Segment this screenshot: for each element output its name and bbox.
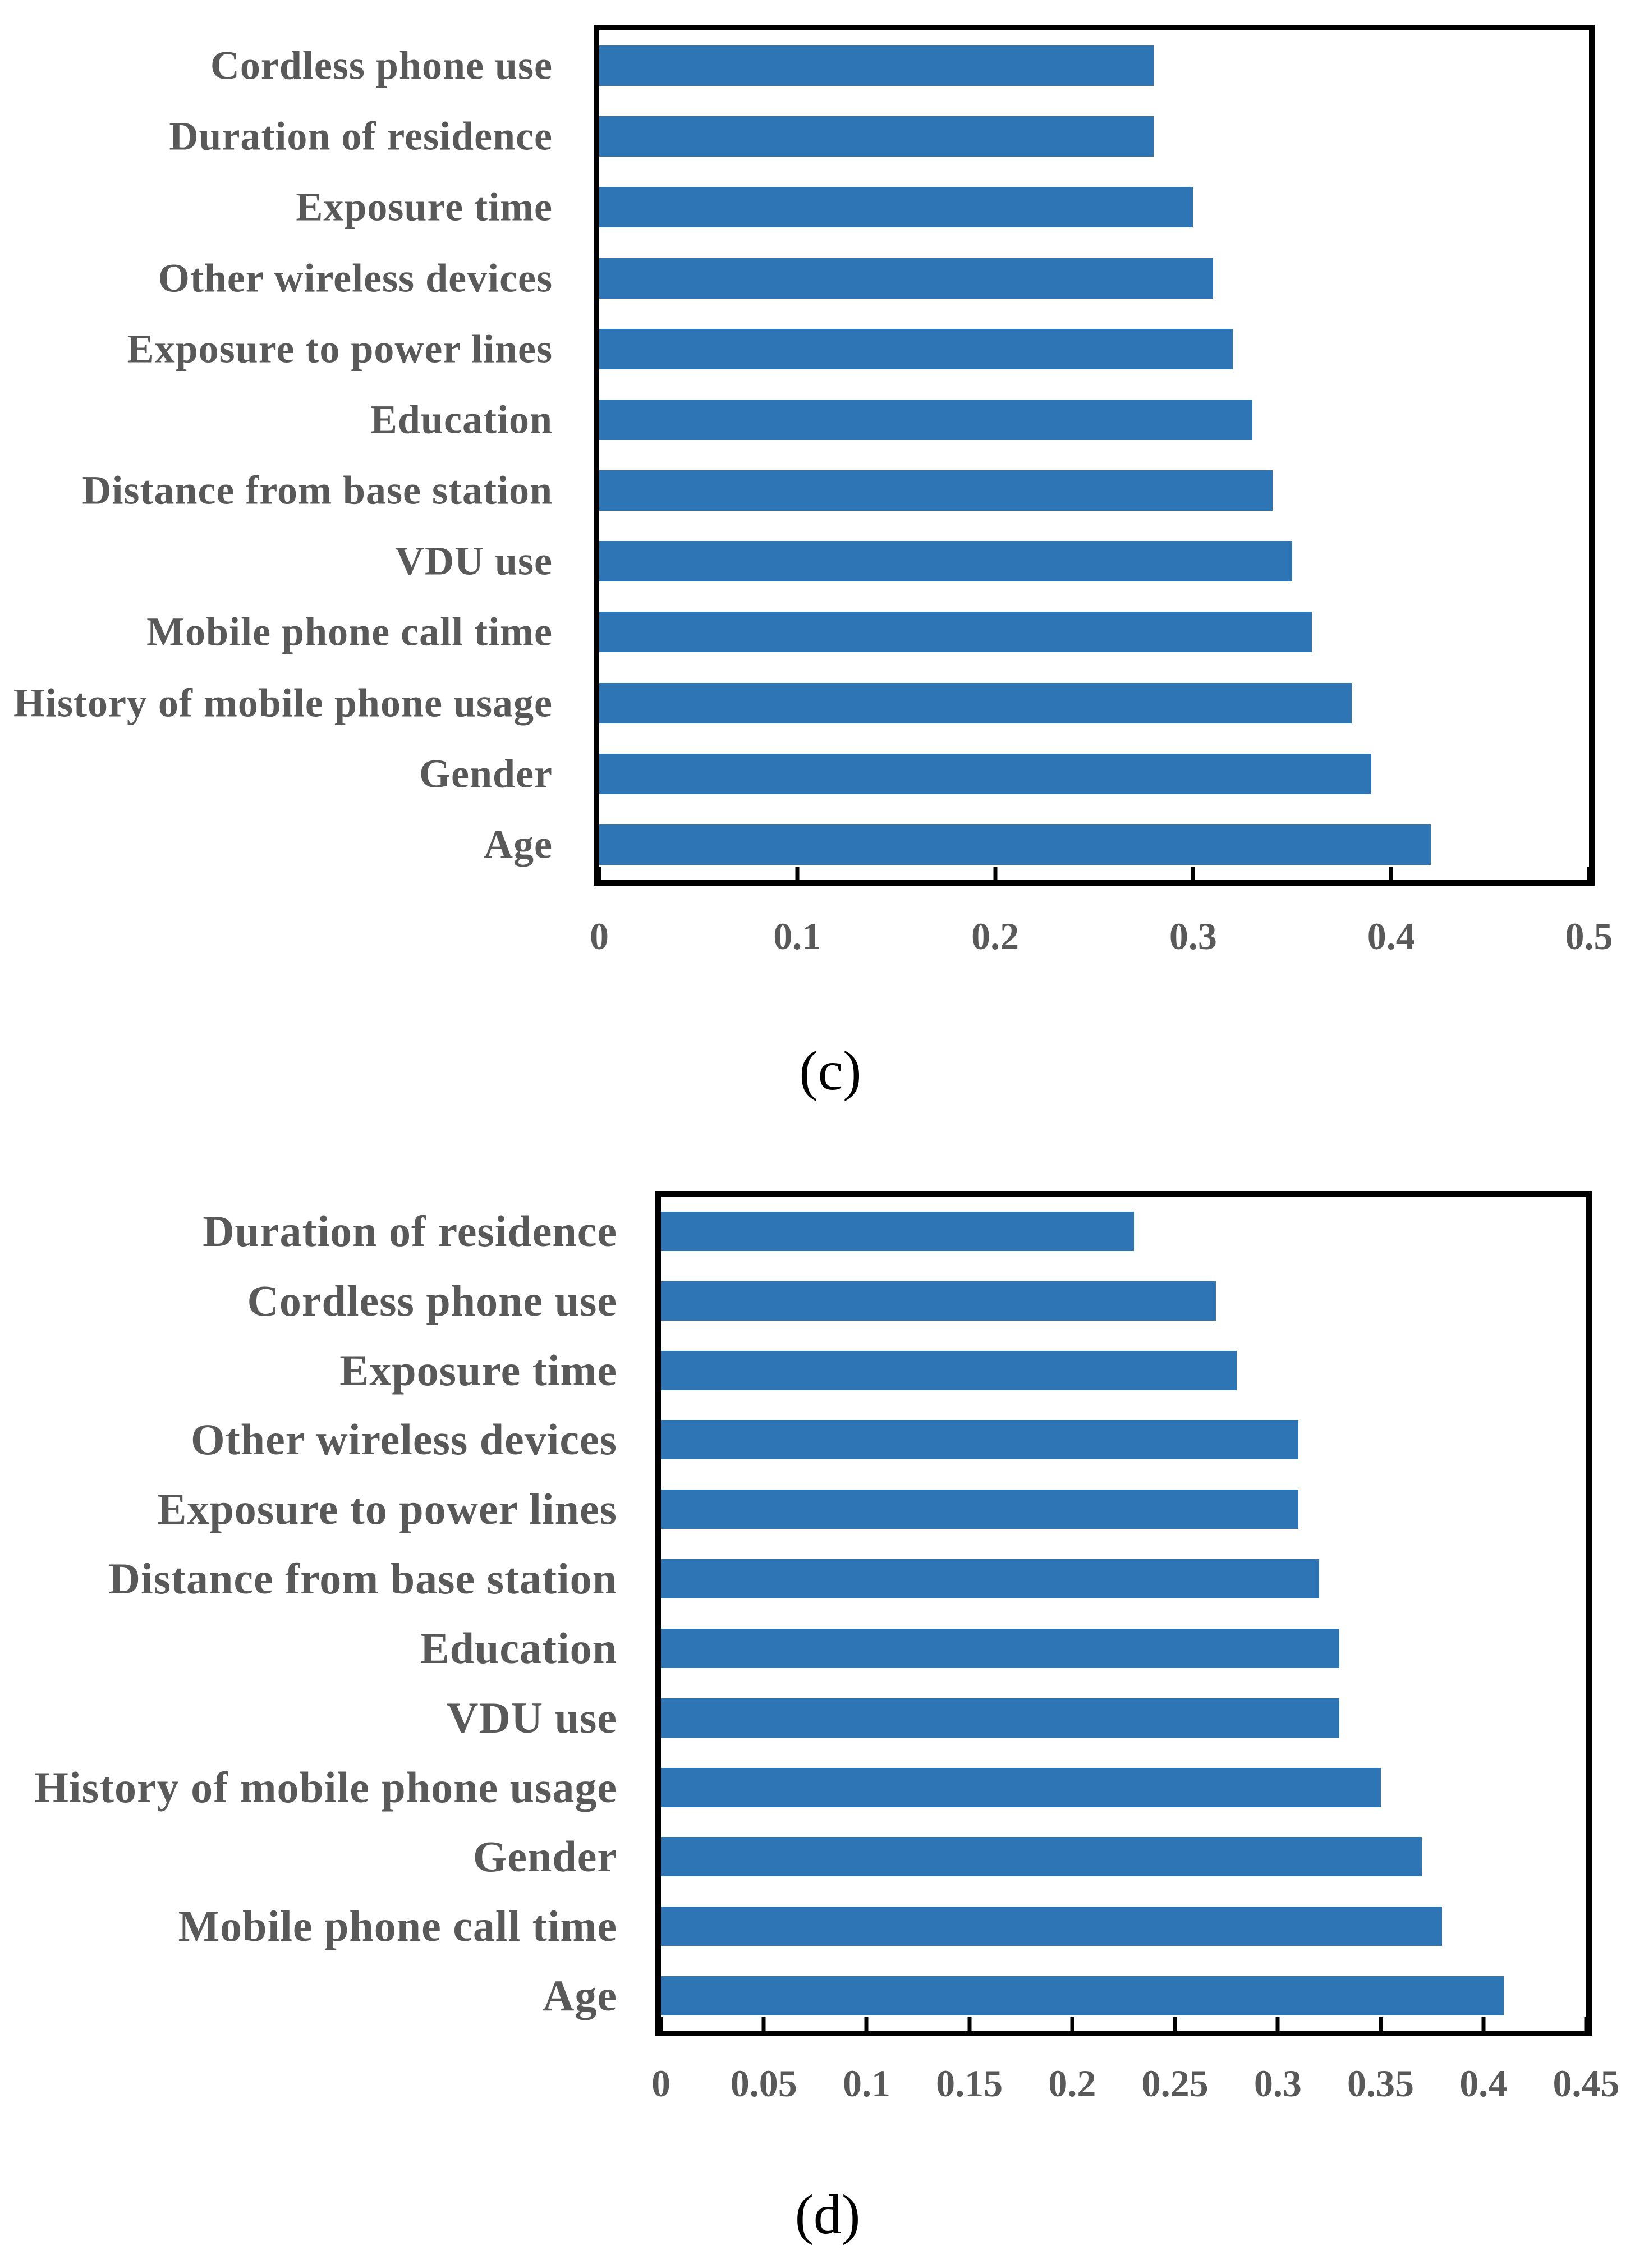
bar-1-6: [661, 1629, 1339, 1668]
x-tick-1-6: [1276, 2017, 1280, 2031]
category-label-1-3: Other wireless devices: [191, 1415, 617, 1464]
x-tick-label-0-5: 0.5: [1565, 915, 1613, 957]
x-tick-1-8: [1481, 2017, 1485, 2031]
category-label-0-8: Mobile phone call time: [146, 609, 553, 654]
category-label-1-9: Gender: [472, 1832, 617, 1881]
bar-1-1: [661, 1281, 1216, 1321]
x-tick-label-1-5: 0.25: [1141, 2062, 1209, 2105]
x-tick-label-1-4: 0.2: [1048, 2062, 1096, 2105]
x-tick-label-1-9: 0.45: [1553, 2062, 1620, 2105]
category-label-0-4: Exposure to power lines: [127, 326, 553, 372]
x-tick-label-1-2: 0.1: [842, 2062, 890, 2105]
x-tick-label-1-8: 0.4: [1459, 2062, 1508, 2105]
bar-1-0: [661, 1212, 1134, 1251]
x-tick-label-1-1: 0.05: [730, 2062, 797, 2105]
category-label-1-11: Age: [543, 1971, 617, 2020]
x-tick-label-0-3: 0.3: [1169, 915, 1217, 957]
plot-area-d: [655, 1191, 1592, 2036]
category-axis-d: [0, 1197, 617, 2031]
bar-1-9: [661, 1837, 1422, 1876]
category-label-0-9: History of mobile phone usage: [13, 680, 553, 726]
x-tick-1-2: [865, 2017, 869, 2031]
x-tick-1-0: [659, 2017, 663, 2031]
category-label-1-6: Education: [420, 1623, 617, 1673]
category-label-1-4: Exposure to power lines: [157, 1484, 617, 1534]
category-label-1-0: Duration of residence: [203, 1206, 617, 1256]
x-tick-1-4: [1070, 2017, 1074, 2031]
bar-1-10: [661, 1907, 1442, 1946]
x-tick-1-3: [967, 2017, 971, 2031]
bar-1-7: [661, 1698, 1339, 1738]
category-label-1-5: Distance from base station: [108, 1554, 617, 1603]
category-label-0-10: Gender: [419, 751, 553, 796]
x-tick-1-1: [762, 2017, 766, 2031]
category-label-1-7: VDU use: [447, 1693, 617, 1742]
bar-1-8: [661, 1768, 1381, 1807]
bar-1-3: [661, 1420, 1298, 1459]
x-tick-label-0-1: 0.1: [773, 915, 821, 957]
x-tick-label-0-2: 0.2: [971, 915, 1019, 957]
x-tick-label-0-0: 0: [590, 915, 609, 957]
panel-caption-c: (c): [799, 1039, 862, 1102]
x-tick-1-9: [1585, 2017, 1588, 2031]
category-label-1-1: Cordless phone use: [247, 1276, 617, 1325]
category-label-0-1: Duration of residence: [169, 113, 553, 159]
bar-1-2: [661, 1351, 1237, 1390]
category-label-1-8: History of mobile phone usage: [34, 1762, 617, 1812]
x-tick-1-5: [1173, 2017, 1177, 2031]
category-label-0-2: Exposure time: [296, 184, 553, 230]
panel-caption-d: (d): [794, 2183, 861, 2246]
x-tick-label-1-0: 0: [651, 2062, 670, 2105]
x-tick-1-7: [1379, 2017, 1383, 2031]
category-label-0-0: Cordless phone use: [210, 43, 553, 88]
x-tick-label-1-6: 0.3: [1253, 2062, 1302, 2105]
category-label-0-3: Other wireless devices: [158, 255, 553, 301]
category-label-0-11: Age: [484, 822, 553, 867]
category-label-1-10: Mobile phone call time: [178, 1902, 617, 1951]
x-axis-labels-d: [651, 2061, 1620, 2111]
category-label-0-6: Distance from base station: [82, 468, 553, 513]
x-tick-label-1-7: 0.35: [1347, 2062, 1414, 2105]
x-tick-label-0-4: 0.4: [1367, 915, 1415, 957]
category-label-0-5: Education: [370, 397, 553, 442]
category-label-1-2: Exposure time: [339, 1345, 617, 1395]
bar-1-5: [661, 1559, 1319, 1598]
x-tick-label-1-3: 0.15: [936, 2062, 1003, 2105]
bar-1-11: [661, 1976, 1504, 2015]
bar-1-4: [661, 1490, 1298, 1529]
category-label-0-7: VDU use: [394, 538, 553, 584]
